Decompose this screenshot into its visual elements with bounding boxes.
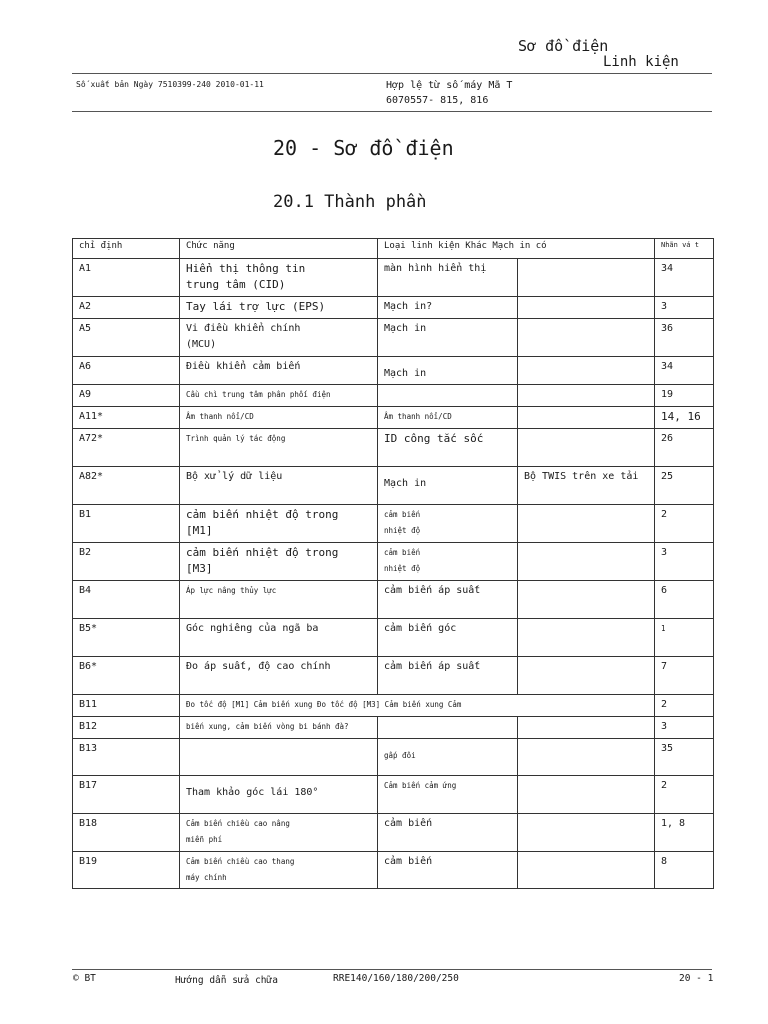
table-row xyxy=(73,619,714,657)
cell-function: Vi điều khiển chính (MCU) xyxy=(180,319,378,357)
header-rule-bottom xyxy=(72,111,712,112)
header-page: Nhãn vá t xyxy=(655,239,714,259)
cell-other xyxy=(518,776,655,814)
cell-other xyxy=(518,429,655,467)
cell-id: B2 xyxy=(73,543,180,581)
footer-copyright: © BT xyxy=(73,973,96,984)
cell-other xyxy=(518,297,655,319)
cell-function: Góc nghiêng của ngã ba xyxy=(180,619,378,657)
table-row xyxy=(73,695,714,717)
cell-function: Tham khảo góc lái 180° xyxy=(180,776,378,814)
cell-function: Tay lái trợ lực (EPS) xyxy=(180,297,378,319)
validity-line-2: 6070557- 815, 816 xyxy=(386,95,489,106)
cell-page: 25 xyxy=(655,467,714,505)
cell-other xyxy=(518,619,655,657)
cell-other xyxy=(518,543,655,581)
cell-page: 34 xyxy=(655,259,714,297)
validity-info xyxy=(386,78,512,108)
header-function: Chức năng xyxy=(180,239,378,259)
table-row xyxy=(73,357,714,385)
header-designation: chỉ định xyxy=(73,239,180,259)
cell-id: A1 xyxy=(73,259,180,297)
header-subtitle: Linh kiện xyxy=(603,54,679,70)
cell-function: Âm thanh nổi/CD xyxy=(180,407,378,429)
cell-page: 6 xyxy=(655,581,714,619)
cell-other: Bộ TWIS trên xe tải xyxy=(518,467,655,505)
cell-id: B5* xyxy=(73,619,180,657)
cell-other xyxy=(518,852,655,889)
cell-function: Điều khiển cảm biến xyxy=(180,357,378,385)
validity-line-1: Hợp lệ từ số máy Mã T xyxy=(386,80,513,91)
cell-other xyxy=(518,717,655,739)
table-row xyxy=(73,776,714,814)
cell-type: cảm biến xyxy=(378,814,518,852)
table-row xyxy=(73,505,714,543)
cell-other xyxy=(518,385,655,407)
cell-type: cảm biến áp suất xyxy=(378,657,518,695)
footer-manual-name: Hướng dẫn sửa chữa xyxy=(175,975,278,986)
cell-page: 14, 16 xyxy=(655,407,714,429)
cell-page: 3 xyxy=(655,297,714,319)
cell-id: B1 xyxy=(73,505,180,543)
cell-other xyxy=(518,657,655,695)
header-title: Sơ đồ điện xyxy=(518,37,609,55)
cell-page: 1, 8 xyxy=(655,814,714,852)
cell-function: cảm biến nhiệt độ trong [M3] xyxy=(180,543,378,581)
publication-info: Số xuất bản Ngày 7510399-240 2010-01-11 xyxy=(76,80,264,89)
cell-type: cảm biến xyxy=(378,852,518,889)
cell-other xyxy=(518,814,655,852)
table-row xyxy=(73,407,714,429)
table-row xyxy=(73,852,714,889)
cell-function: Đo áp suất, độ cao chính xyxy=(180,657,378,695)
cell-type: cảm biến áp suất xyxy=(378,581,518,619)
cell-other xyxy=(518,581,655,619)
cell-page: 2 xyxy=(655,776,714,814)
cell-id: A82* xyxy=(73,467,180,505)
table-header-row xyxy=(73,239,714,259)
cell-type: cảm biến nhiệt độ xyxy=(378,543,518,581)
cell-other xyxy=(518,505,655,543)
cell-type: Mạch in xyxy=(378,319,518,357)
table-row xyxy=(73,717,714,739)
table-row xyxy=(73,543,714,581)
cell-page: 2 xyxy=(655,695,714,717)
cell-page: 26 xyxy=(655,429,714,467)
table-row xyxy=(73,385,714,407)
cell-id: B19 xyxy=(73,852,180,889)
cell-id: B12 xyxy=(73,717,180,739)
table-row xyxy=(73,297,714,319)
cell-page: 19 xyxy=(655,385,714,407)
cell-other xyxy=(518,739,655,776)
cell-type: cảm biến nhiệt độ xyxy=(378,505,518,543)
cell-type: cảm biến góc xyxy=(378,619,518,657)
footer-page-number: 20 - 1 xyxy=(679,973,714,984)
cell-id: B17 xyxy=(73,776,180,814)
section-title: 20.1 Thành phần xyxy=(273,192,427,212)
cell-id: B6* xyxy=(73,657,180,695)
cell-function xyxy=(180,739,378,776)
cell-type xyxy=(378,385,518,407)
cell-other xyxy=(518,319,655,357)
cell-type: màn hình hiển thị xyxy=(378,259,518,297)
cell-function: cảm biến nhiệt độ trong [M1] xyxy=(180,505,378,543)
footer-rule xyxy=(72,969,712,970)
table-row xyxy=(73,467,714,505)
cell-id: A72* xyxy=(73,429,180,467)
table-row xyxy=(73,581,714,619)
cell-id: A9 xyxy=(73,385,180,407)
table-row xyxy=(73,814,714,852)
cell-id: B18 xyxy=(73,814,180,852)
cell-page: 7 xyxy=(655,657,714,695)
header-rule-top xyxy=(72,73,712,74)
header-type: Loại linh kiện Khác Mạch in có xyxy=(378,239,655,259)
cell-id: A2 xyxy=(73,297,180,319)
cell-id: A11* xyxy=(73,407,180,429)
cell-function: Cảm biến chiều cao nâng miễn phí xyxy=(180,814,378,852)
cell-function: Áp lực nâng thủy lực xyxy=(180,581,378,619)
cell-type: Âm thanh nổi/CD xyxy=(378,407,518,429)
cell-page: 1 xyxy=(655,619,714,657)
table-row xyxy=(73,319,714,357)
cell-type: ID công tắc sốc xyxy=(378,429,518,467)
table-row xyxy=(73,739,714,776)
components-table xyxy=(72,238,714,889)
table-row xyxy=(73,429,714,467)
cell-other xyxy=(518,259,655,297)
cell-type: Mạch in? xyxy=(378,297,518,319)
cell-other xyxy=(518,357,655,385)
cell-type: gấp đôi xyxy=(378,739,518,776)
cell-id: B13 xyxy=(73,739,180,776)
cell-page: 3 xyxy=(655,543,714,581)
cell-page: 2 xyxy=(655,505,714,543)
cell-type: Mạch in xyxy=(378,357,518,385)
cell-id: A5 xyxy=(73,319,180,357)
cell-id: A6 xyxy=(73,357,180,385)
cell-page: 8 xyxy=(655,852,714,889)
cell-function: Cảm biến chiều cao thang máy chính xyxy=(180,852,378,889)
cell-page: 36 xyxy=(655,319,714,357)
cell-other xyxy=(518,407,655,429)
table-row xyxy=(73,259,714,297)
cell-function: Trình quản lý tác động xyxy=(180,429,378,467)
footer-model-list: RRE140/160/180/200/250 xyxy=(333,973,459,984)
cell-function: Hiển thị thông tin trung tâm (CID) xyxy=(180,259,378,297)
chapter-title: 20 - Sơ đồ điện xyxy=(273,136,454,160)
cell-page: 3 xyxy=(655,717,714,739)
cell-function: Bộ xử lý dữ liệu xyxy=(180,467,378,505)
cell-function: Đo tốc độ [M1] Cảm biến xung Đo tốc độ [M3] Cảm biến xung Cảm xyxy=(180,695,655,717)
cell-id: B11 xyxy=(73,695,180,717)
cell-type: Mạch in xyxy=(378,467,518,505)
cell-id: B4 xyxy=(73,581,180,619)
cell-type xyxy=(378,717,518,739)
table-row xyxy=(73,657,714,695)
cell-type: Cảm biến cảm ứng xyxy=(378,776,518,814)
cell-function: Cầu chì trung tâm phân phối điện xyxy=(180,385,378,407)
cell-page: 35 xyxy=(655,739,714,776)
cell-function: biến xung, cảm biến vòng bi bánh đà? xyxy=(180,717,378,739)
cell-page: 34 xyxy=(655,357,714,385)
